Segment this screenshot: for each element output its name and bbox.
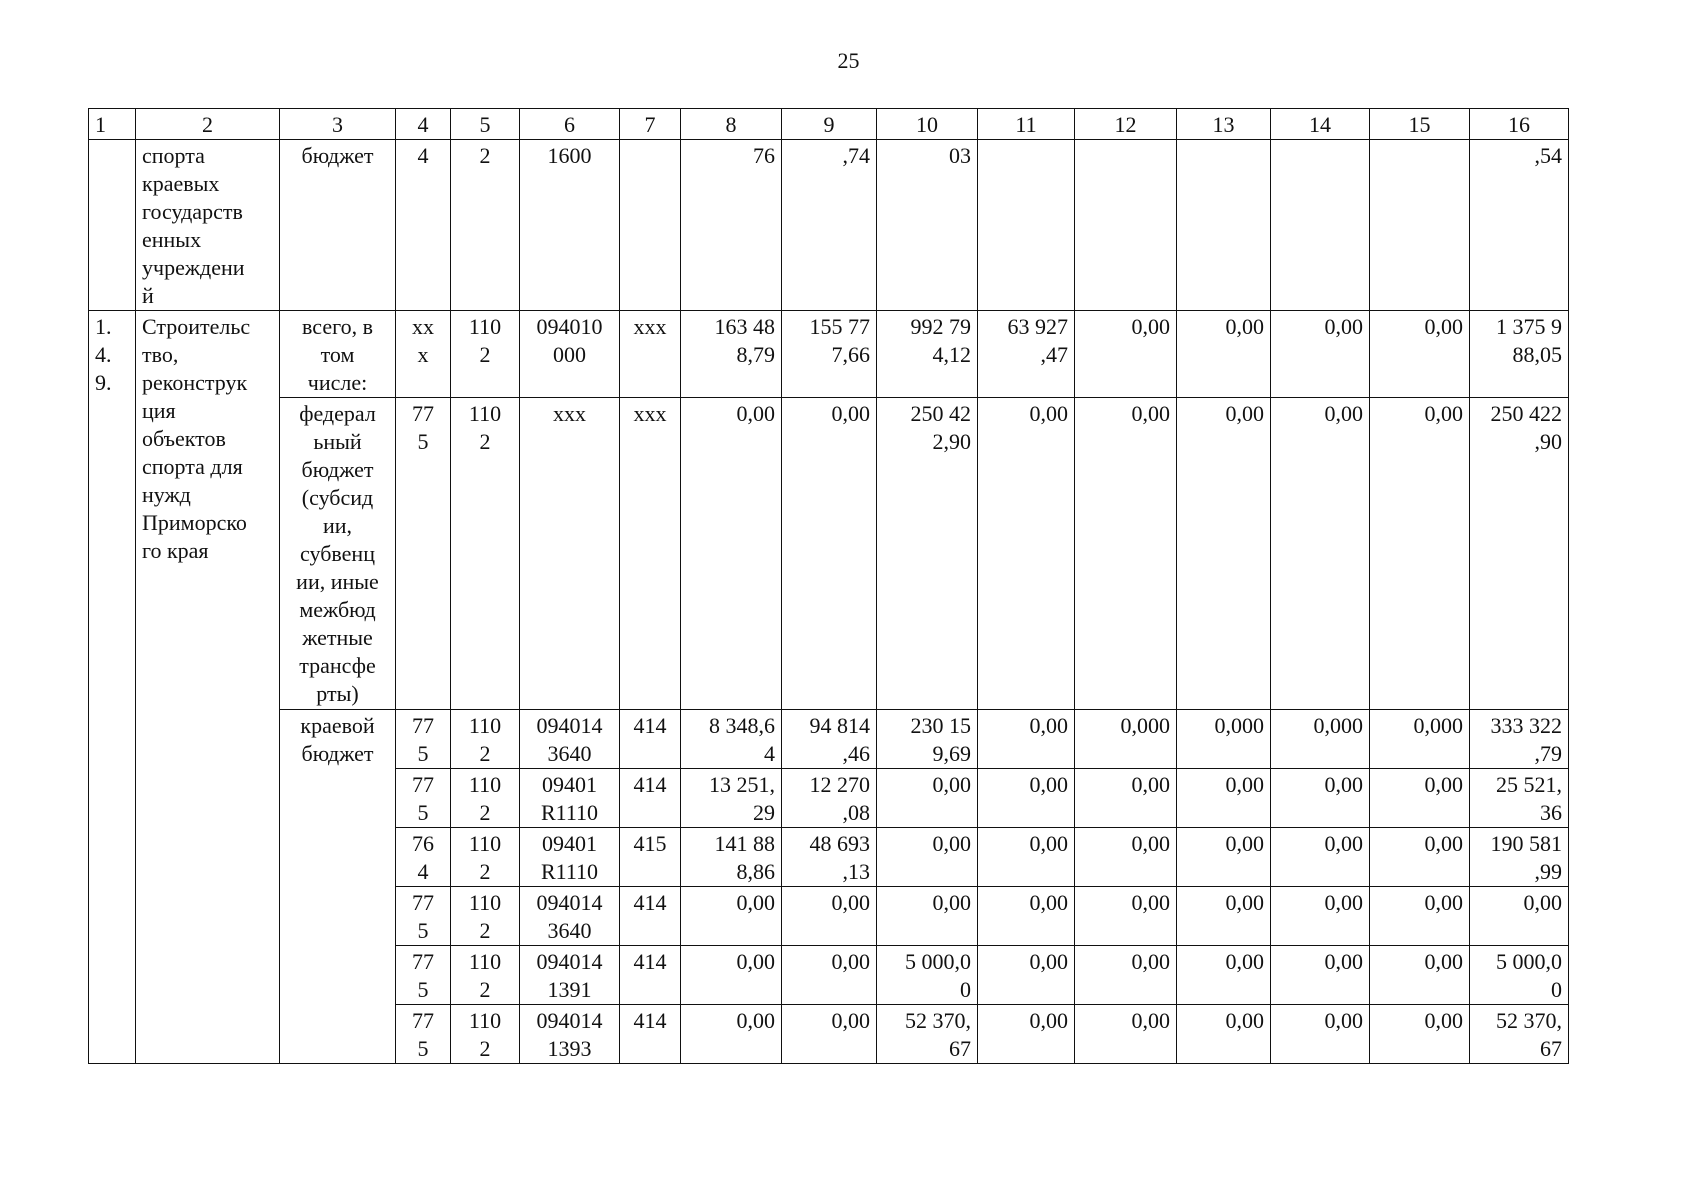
table-cell: хх х bbox=[396, 311, 451, 398]
table-cell: 0,00 bbox=[1271, 311, 1370, 398]
table-cell: 0,00 bbox=[1177, 769, 1271, 828]
header-cell: 14 bbox=[1271, 109, 1370, 140]
table-cell: 0,00 bbox=[1271, 1005, 1370, 1064]
table-cell: 110 2 bbox=[451, 311, 520, 398]
table-cell: 992 79 4,12 bbox=[877, 311, 978, 398]
table-cell: 25 521, 36 bbox=[1470, 769, 1569, 828]
table-cell: 0,00 bbox=[978, 887, 1075, 946]
table-cell: 48 693 ,13 bbox=[782, 828, 877, 887]
table-cell: 94 814 ,46 bbox=[782, 710, 877, 769]
table-cell: 094014 3640 bbox=[520, 887, 620, 946]
table-cell: 163 48 8,79 bbox=[681, 311, 782, 398]
table-cell: ,74 bbox=[782, 140, 877, 311]
table-cell: 0,00 bbox=[782, 1005, 877, 1064]
budget-table bbox=[88, 108, 1569, 1064]
table-cell: 094014 3640 bbox=[520, 710, 620, 769]
table-cell: ххх bbox=[520, 398, 620, 710]
table-cell: 76 bbox=[681, 140, 782, 311]
table-cell: 0,000 bbox=[1271, 710, 1370, 769]
header-cell: 8 bbox=[681, 109, 782, 140]
table-cell: 414 bbox=[620, 887, 681, 946]
table-cell: ,54 bbox=[1470, 140, 1569, 311]
table-cell: 0,00 bbox=[1271, 769, 1370, 828]
table-cell: 0,00 bbox=[1075, 769, 1177, 828]
table-cell: 8 348,6 4 bbox=[681, 710, 782, 769]
table-cell: 0,00 bbox=[1075, 828, 1177, 887]
table-cell: 110 2 bbox=[451, 946, 520, 1005]
table-cell: 141 88 8,86 bbox=[681, 828, 782, 887]
table-cell: 110 2 bbox=[451, 398, 520, 710]
table-cell: 0,00 bbox=[978, 398, 1075, 710]
table-cell: 0,000 bbox=[1177, 710, 1271, 769]
table-cell: 0,00 bbox=[681, 398, 782, 710]
header-cell: 4 bbox=[396, 109, 451, 140]
table-cell: 09401 R1110 bbox=[520, 828, 620, 887]
table-cell: 250 42 2,90 bbox=[877, 398, 978, 710]
table-cell: 77 5 bbox=[396, 710, 451, 769]
table-cell: 414 bbox=[620, 769, 681, 828]
table-cell: 0,00 bbox=[1177, 311, 1271, 398]
table-cell bbox=[978, 140, 1075, 311]
table-cell: 0,00 bbox=[1370, 828, 1470, 887]
table-cell: 0,00 bbox=[782, 398, 877, 710]
table-cell: 77 5 bbox=[396, 887, 451, 946]
header-cell: 6 bbox=[520, 109, 620, 140]
header-cell: 11 bbox=[978, 109, 1075, 140]
table-cell: 76 4 bbox=[396, 828, 451, 887]
source-cell: краевой бюджет bbox=[280, 710, 396, 1064]
table-row bbox=[89, 311, 1569, 398]
table-cell: 0,00 bbox=[1271, 828, 1370, 887]
table-cell: 09401 R1110 bbox=[520, 769, 620, 828]
table-row bbox=[89, 398, 1569, 710]
table-cell: 0,00 bbox=[1370, 769, 1470, 828]
table-cell bbox=[620, 140, 681, 311]
table-cell: 0,00 bbox=[978, 1005, 1075, 1064]
table-cell: 1 375 9 88,05 bbox=[1470, 311, 1569, 398]
table-cell: 0,00 bbox=[1177, 828, 1271, 887]
table-cell: 0,00 bbox=[681, 946, 782, 1005]
table-cell bbox=[1075, 140, 1177, 311]
table-cell: 0,000 bbox=[1370, 710, 1470, 769]
table-cell: 414 bbox=[620, 946, 681, 1005]
header-cell: 3 bbox=[280, 109, 396, 140]
table-cell: 0,00 bbox=[1370, 311, 1470, 398]
table-cell: 0,00 bbox=[1370, 398, 1470, 710]
table-cell: 094010 000 bbox=[520, 311, 620, 398]
header-cell: 13 bbox=[1177, 109, 1271, 140]
source-cell: всего, в том числе: bbox=[280, 311, 396, 398]
table-cell: 03 bbox=[877, 140, 978, 311]
table-cell: 0,00 bbox=[681, 1005, 782, 1064]
table-cell: 1600 bbox=[520, 140, 620, 311]
table-cell: 0,00 bbox=[877, 769, 978, 828]
table-cell: 230 15 9,69 bbox=[877, 710, 978, 769]
table-cell: 0,00 bbox=[1075, 887, 1177, 946]
table-cell: 0,00 bbox=[978, 769, 1075, 828]
table-cell: 0,00 bbox=[1075, 398, 1177, 710]
table-cell: 0,00 bbox=[978, 828, 1075, 887]
table-cell: 155 77 7,66 bbox=[782, 311, 877, 398]
table-cell: 0,00 bbox=[978, 946, 1075, 1005]
table-cell bbox=[1370, 140, 1470, 311]
item-name-cell: Строительс тво, реконструк ция объектов спорта для нужд Приморско го края bbox=[136, 311, 280, 1064]
header-cell: 16 bbox=[1470, 109, 1569, 140]
table-cell: 0,00 bbox=[1177, 1005, 1271, 1064]
table-cell bbox=[1271, 140, 1370, 311]
table-cell: 63 927 ,47 bbox=[978, 311, 1075, 398]
table-cell: 77 5 bbox=[396, 398, 451, 710]
header-cell: 9 bbox=[782, 109, 877, 140]
table-cell: 094014 1391 bbox=[520, 946, 620, 1005]
source-cell: бюджет bbox=[280, 140, 396, 311]
table-cell: 0,00 bbox=[1075, 946, 1177, 1005]
table-cell: 0,00 bbox=[1470, 887, 1569, 946]
table-cell: 0,00 bbox=[1370, 1005, 1470, 1064]
table-cell: ххх bbox=[620, 398, 681, 710]
table-cell: 0,00 bbox=[1271, 946, 1370, 1005]
table-cell: 4 bbox=[396, 140, 451, 311]
table-cell: 110 2 bbox=[451, 828, 520, 887]
table-cell: 190 581 ,99 bbox=[1470, 828, 1569, 887]
table-cell: 0,00 bbox=[1075, 311, 1177, 398]
table-cell: 250 422 ,90 bbox=[1470, 398, 1569, 710]
item-number-cell: 1. 4. 9. bbox=[89, 311, 136, 1064]
table-cell: 12 270 ,08 bbox=[782, 769, 877, 828]
table-cell: 0,00 bbox=[1177, 946, 1271, 1005]
page-number: 25 bbox=[837, 48, 860, 73]
item-number-cell bbox=[89, 140, 136, 311]
table-cell: 0,00 bbox=[1177, 887, 1271, 946]
table-cell: 13 251, 29 bbox=[681, 769, 782, 828]
table-cell: 0,00 bbox=[782, 887, 877, 946]
table-cell: 110 2 bbox=[451, 710, 520, 769]
table-cell: 0,00 bbox=[1370, 946, 1470, 1005]
continuation-row bbox=[89, 140, 1569, 311]
table-cell: 77 5 bbox=[396, 769, 451, 828]
header-cell: 1 bbox=[89, 109, 136, 140]
table-cell: 110 2 bbox=[451, 769, 520, 828]
table-cell: 52 370, 67 bbox=[877, 1005, 978, 1064]
table-cell: 0,00 bbox=[978, 710, 1075, 769]
table-cell: 77 5 bbox=[396, 946, 451, 1005]
table-cell: 0,00 bbox=[1271, 887, 1370, 946]
table-cell: 5 000,0 0 bbox=[877, 946, 978, 1005]
table-cell: ххх bbox=[620, 311, 681, 398]
table-cell: 0,00 bbox=[681, 887, 782, 946]
header-cell: 7 bbox=[620, 109, 681, 140]
table-row bbox=[89, 710, 1569, 769]
table-cell: 415 bbox=[620, 828, 681, 887]
table-cell: 77 5 bbox=[396, 1005, 451, 1064]
header-cell: 15 bbox=[1370, 109, 1470, 140]
table-cell: 0,00 bbox=[1271, 398, 1370, 710]
table-cell: 414 bbox=[620, 710, 681, 769]
table-cell: 0,00 bbox=[1075, 1005, 1177, 1064]
table-cell: 0,00 bbox=[782, 946, 877, 1005]
table-cell: 0,000 bbox=[1075, 710, 1177, 769]
table-cell: 5 000,0 0 bbox=[1470, 946, 1569, 1005]
header-cell: 10 bbox=[877, 109, 978, 140]
table-cell: 52 370, 67 bbox=[1470, 1005, 1569, 1064]
header-cell: 2 bbox=[136, 109, 280, 140]
table-cell: 110 2 bbox=[451, 1005, 520, 1064]
table-cell: 0,00 bbox=[1177, 398, 1271, 710]
table-cell: 0,00 bbox=[877, 828, 978, 887]
header-cell: 5 bbox=[451, 109, 520, 140]
item-name-cell: спорта краевых государств енных учреждени й bbox=[136, 140, 280, 311]
table-cell: 094014 1393 bbox=[520, 1005, 620, 1064]
table-cell: 0,00 bbox=[1370, 887, 1470, 946]
table-cell bbox=[1177, 140, 1271, 311]
table-cell: 2 bbox=[451, 140, 520, 311]
header-row bbox=[89, 109, 1569, 140]
table-cell: 414 bbox=[620, 1005, 681, 1064]
table-cell: 333 322 ,79 bbox=[1470, 710, 1569, 769]
source-cell: федерал ьный бюджет (субсид ии, субвенц ии, иные межбюд жетные трансфе рты) bbox=[280, 398, 396, 710]
table-cell: 0,00 bbox=[877, 887, 978, 946]
table-cell: 110 2 bbox=[451, 887, 520, 946]
header-cell: 12 bbox=[1075, 109, 1177, 140]
